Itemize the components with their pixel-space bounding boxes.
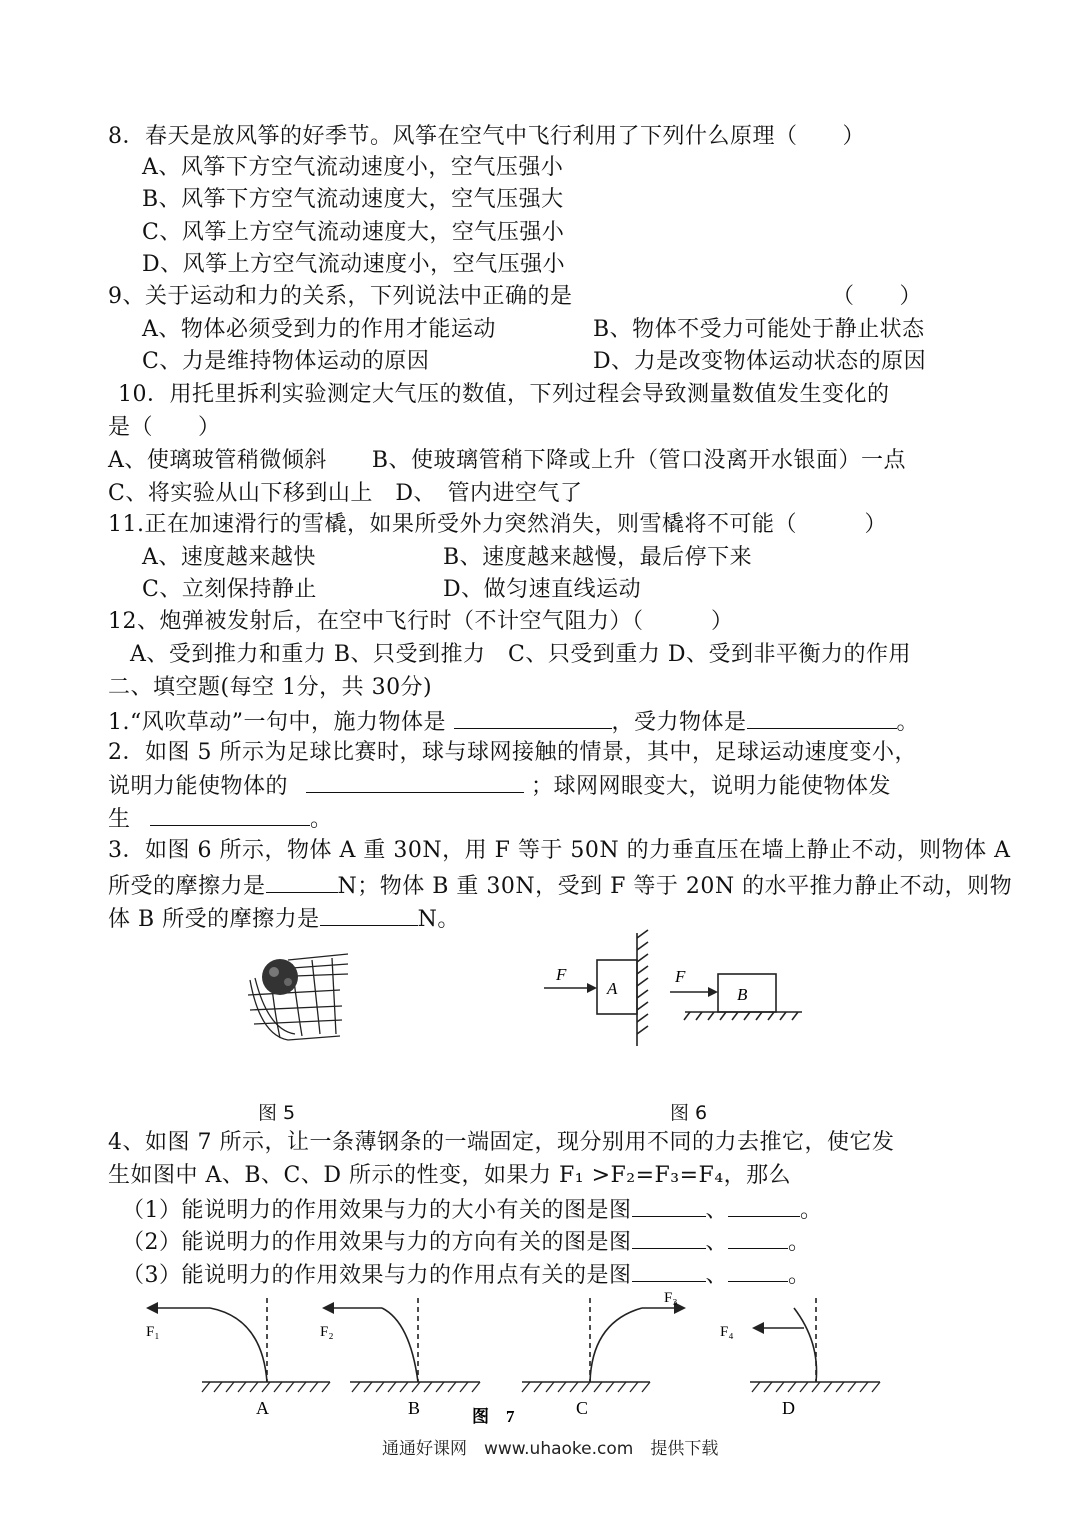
fill3-text-a: 所受的摩擦力是: [108, 874, 266, 899]
fill1-text-a: 1.“风吹草动”一句中，施力物体是: [108, 710, 446, 735]
q8-option-d: D、风筝上方空气流动速度小，空气压强小: [142, 252, 566, 277]
fig6-block-a-label: A: [607, 979, 618, 998]
fill2-text-b: ；球网网眼变大，说明力能使物体发: [531, 774, 892, 799]
q10-stem-line2: 是（ ）: [108, 415, 221, 440]
fill4-sub3-blank-2[interactable]: [728, 1259, 788, 1282]
fill4-sub1-blank-2[interactable]: [728, 1194, 800, 1217]
q9-option-a: A、物体必须受到力的作用才能运动: [142, 317, 496, 342]
fill4-line1: 4、如图 7 所示，让一条薄钢条的一端固定，现分别用不同的力去推它，使它发: [108, 1130, 895, 1155]
fig7-force-f3: F₃: [664, 1290, 678, 1306]
fig6-force-label-1: F: [556, 965, 567, 984]
fig7-label-a: A: [256, 1398, 269, 1418]
fill1-line: [108, 706, 919, 738]
q9-stem: 9、关于运动和力的关系，下列说法中正确的是: [108, 284, 573, 309]
figure6-caption: 图 6: [670, 1102, 708, 1124]
fill2-line2: [108, 770, 891, 802]
figure5-football-net: [240, 950, 360, 1050]
q8-option-a: A、风筝下方空气流动速度小，空气压强小: [142, 155, 564, 180]
fill3-line2: [108, 870, 1012, 902]
q11-option-d: D、做匀速直线运动: [443, 577, 642, 602]
fill4-sub2-blank-2[interactable]: [728, 1226, 788, 1249]
fill2-text-c: 生: [108, 807, 131, 832]
fill4-sub3-end: 。: [788, 1263, 811, 1288]
fill1-blank-2[interactable]: [747, 706, 897, 729]
fill2-line1: 2．如图 5 所示为足球比赛时，球与球网接触的情景，其中，足球运动速度变小，: [108, 740, 917, 765]
fill4-sub1: [122, 1194, 823, 1226]
q10-options-cd: C、将实验从山下移到山上 D、 管内进空气了: [108, 481, 583, 506]
fill2-text-end: 。: [310, 807, 333, 832]
q11-stem: 11.正在加速滑行的雪橇，如果所受外力突然消失，则雪橇将不可能（ ）: [108, 512, 887, 537]
q10-stem-line1: 10．用托里拆利实验测定大气压的数值，下列过程会导致测量数值发生变化的: [118, 382, 890, 407]
fill3-text-d: N。: [417, 907, 460, 932]
q11-option-a: A、速度越来越快: [142, 545, 316, 570]
q12-stem: 12、炮弹被发射后，在空中飞行时（不计空气阻力）（ ）: [108, 609, 734, 634]
fill4-sub2-blank-1[interactable]: [632, 1226, 706, 1249]
figure6-blocks: [540, 928, 810, 1048]
fill4-sub3-text: （3）能说明力的作用效果与力的作用点有关的是图: [122, 1263, 632, 1288]
fill4-line2: 生如图中 A、B、C、D 所示的性变，如果力 F₁ >F₂=F₃=F₄，那么: [108, 1163, 792, 1188]
fill4-sub1-text: （1）能说明力的作用效果与力的大小有关的图是图: [122, 1198, 632, 1223]
figure5-caption: 图 5: [258, 1102, 296, 1124]
fill4-sub1-blank-1[interactable]: [632, 1194, 706, 1217]
fill4-sub2-end: 。: [788, 1230, 811, 1255]
fig7-caption: 图 7: [472, 1407, 515, 1426]
fill2-text-a: 说明力能使物体的: [108, 774, 289, 799]
fill3-text-b: N；物体 B 重 30N，受到 F 等于 20N 的水平推力静止不动，则物: [337, 874, 1013, 899]
fill4-sub2: [122, 1226, 811, 1258]
football-ball: [262, 959, 298, 995]
fill3-line1: 3．如图 6 所示，物体 A 重 30N，用 F 等于 50N 的力垂直压在墙上静止不动，则物体 A: [108, 838, 1011, 863]
fill4-sub3: [122, 1259, 811, 1291]
q8-option-c: C、风筝上方空气流动速度大，空气压强小: [142, 220, 565, 245]
footer-credit: 通通好课网 www.uhaoke.com 提供下载: [382, 1439, 719, 1459]
q12-options: A、受到推力和重力 B、只受到推力 C、只受到重力 D、受到非平衡力的作用: [130, 642, 912, 667]
fig6-block-b-label: B: [737, 985, 748, 1004]
fill2-line3: [108, 803, 333, 835]
q11-option-b: B、速度越来越慢，最后停下来: [443, 545, 753, 570]
fig7-force-f2: F₂: [320, 1324, 334, 1340]
fill4-sub2-sep: 、: [705, 1230, 729, 1255]
fill3-text-c: 体 B 所受的摩擦力是: [108, 907, 320, 932]
fill1-blank-1[interactable]: [454, 706, 612, 729]
fill4-sub1-end: 。: [800, 1198, 823, 1223]
q9-answer-paren: （ ）: [832, 284, 923, 309]
fill3-blank-2[interactable]: [320, 903, 418, 926]
fig7-label-d: D: [782, 1398, 795, 1418]
q8-stem: 8．春天是放风筝的好季节。风筝在空气中飞行利用了下列什么原理（ ）: [108, 124, 865, 149]
fill3-blank-1[interactable]: [266, 870, 338, 893]
fill2-blank-2[interactable]: [150, 803, 310, 826]
fig7-force-f4: F₄: [720, 1324, 734, 1340]
fig7-label-c: C: [576, 1398, 589, 1418]
fill4-sub3-sep: 、: [705, 1263, 729, 1288]
fill4-sub2-text: （2）能说明力的作用效果与力的方向有关的图是图: [122, 1230, 632, 1255]
fig6-force-label-2: F: [675, 967, 686, 986]
fill3-line3: [108, 903, 460, 935]
fill4-sub1-sep: 、: [705, 1198, 729, 1223]
q8-option-b: B、风筝下方空气流动速度大，空气压强大: [142, 187, 564, 212]
q11-option-c: C、立刻保持静止: [142, 577, 317, 602]
q9-option-c: C、力是维持物体运动的原因: [142, 349, 430, 374]
section-heading: 二、填空题(每空 1分，共 30分): [108, 675, 433, 700]
figure7-steel-strips: [130, 1290, 900, 1440]
fig7-force-f1: F₁: [146, 1324, 160, 1340]
fill1-text-end: 。: [896, 710, 920, 735]
q10-options-ab: A、使璃玻管稍微倾斜 B、使玻璃管稍下降或上升（管口没离开水银面）一点: [108, 448, 907, 473]
fill1-text-b: ，受力物体是: [611, 710, 747, 735]
q9-option-b: B、物体不受力可能处于静止状态: [593, 317, 925, 342]
fill2-blank-1[interactable]: [306, 770, 524, 793]
fig7-label-b: B: [408, 1398, 421, 1418]
q9-option-d: D、力是改变物体运动状态的原因: [593, 349, 927, 374]
fill4-sub3-blank-1[interactable]: [632, 1259, 706, 1282]
